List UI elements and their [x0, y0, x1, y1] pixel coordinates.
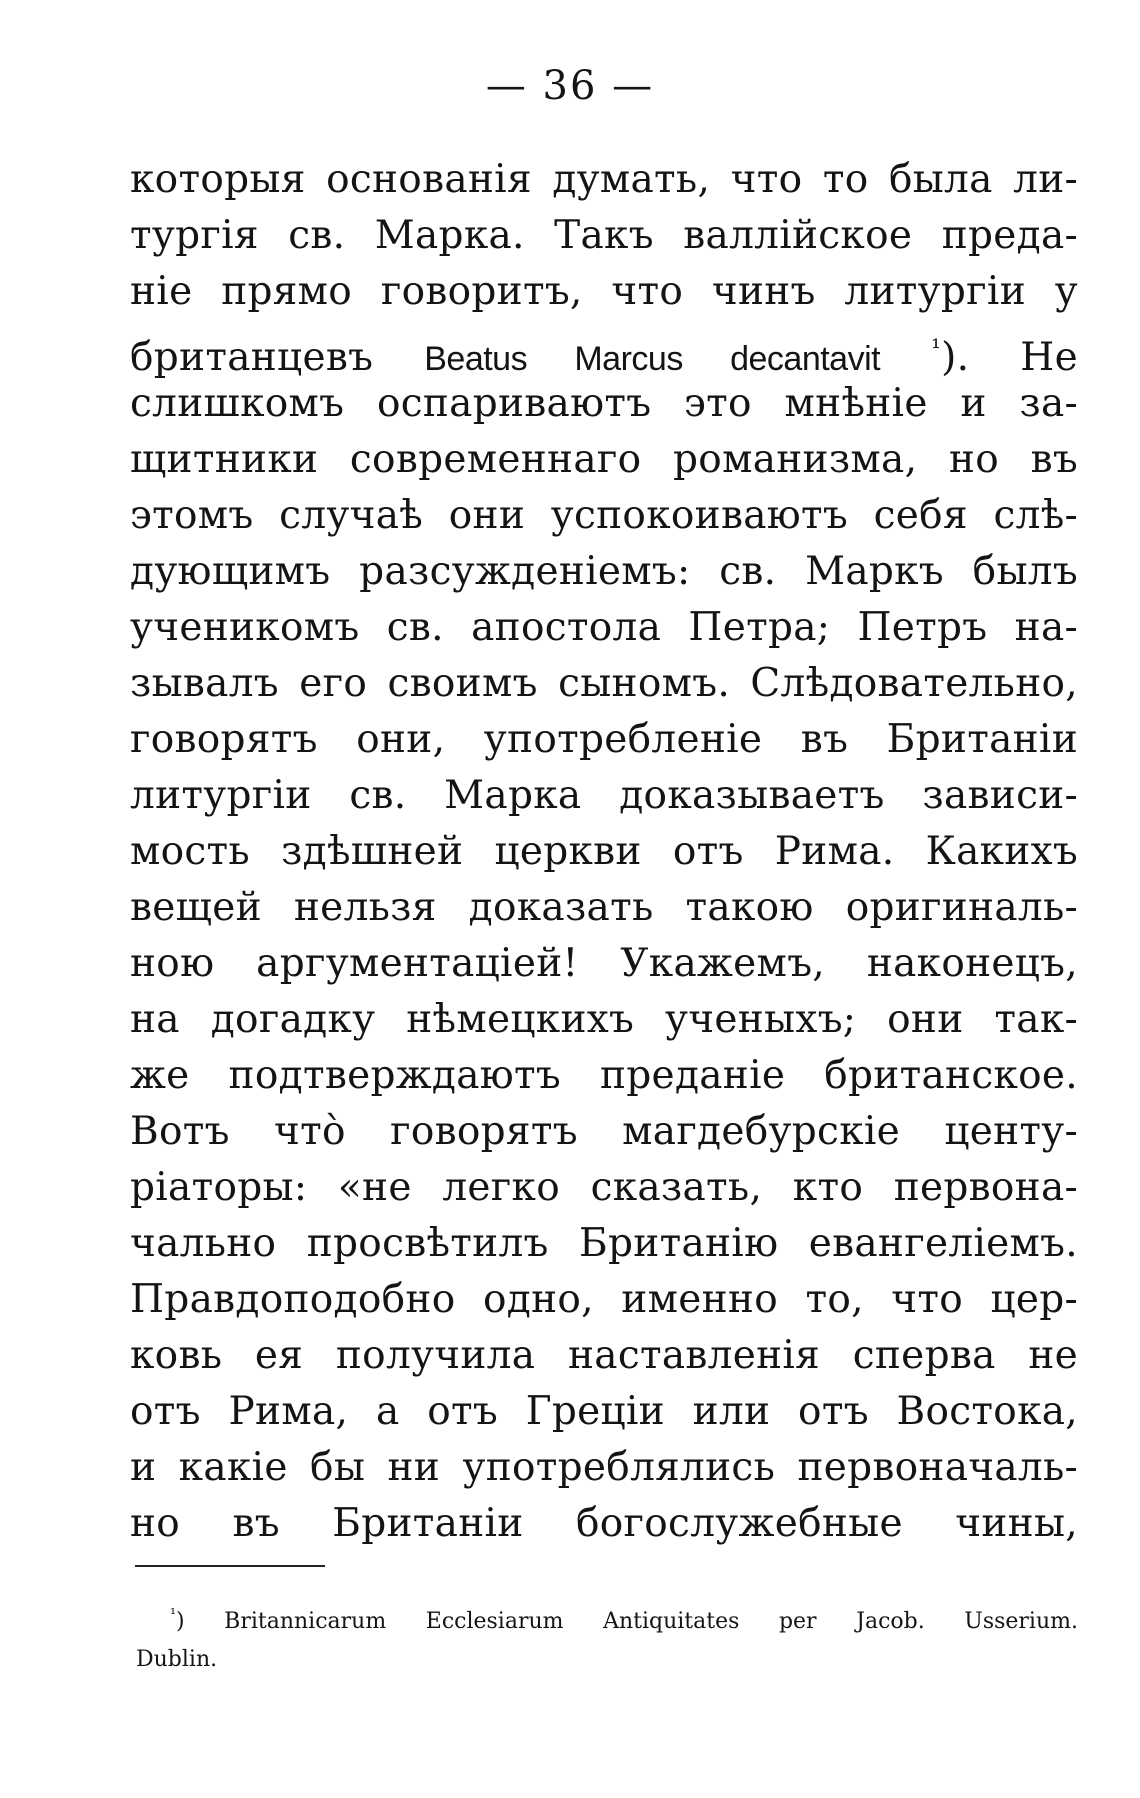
text-line: на догадку нѣмецкихъ ученыхъ; они так- — [130, 997, 1078, 1042]
footnote — [136, 1595, 1078, 1679]
footnote-divider — [135, 1565, 325, 1567]
line-segment: ). Не — [941, 335, 1078, 380]
text-line: литургіи св. Марка доказываетъ зависи- — [130, 773, 1078, 818]
text-line: и какіе бы ни употреблялись первоначаль- — [130, 1445, 1078, 1490]
text-line: мость здѣшней церкви отъ Рима. Какихъ — [130, 829, 1078, 874]
footnote-reference-mark: ¹ — [931, 334, 942, 362]
page-number: — 36 — — [485, 63, 655, 109]
text-line: Вотъ что̀ говорятъ магдебурскіе центу- — [130, 1109, 1078, 1154]
text-line: ковь ея получила наставленія сперва не — [130, 1333, 1078, 1378]
text-line: тургія св. Марка. Такъ валлійское преда- — [130, 213, 1078, 258]
footnote-mark: ¹ — [170, 1605, 177, 1623]
text-line: же подтверждаютъ преданіе британское. — [130, 1053, 1078, 1098]
text-line: Правдоподобно одно, именно то, что цер- — [130, 1277, 1078, 1322]
latin-phrase: Beatus Marcus decantavit — [424, 340, 881, 378]
text-line-last: но въ Британіи богослужебные чины, — [130, 1501, 1078, 1546]
body-text — [130, 152, 1078, 1552]
text-line: зывалъ его своимъ сыномъ. Слѣдовательно, — [130, 661, 1078, 706]
text-line: чально просвѣтилъ Британію евангеліемъ. — [130, 1221, 1078, 1266]
footnote-line — [136, 1595, 1078, 1641]
text-line: ніе прямо говоритъ, что чинъ литургіи у — [130, 269, 1078, 314]
text-line: дующимъ разсужденіемъ: св. Маркъ былъ — [130, 549, 1078, 594]
text-line: слишкомъ оспариваютъ это мнѣніе и за- — [130, 381, 1078, 426]
text-line: ученикомъ св. апостола Петра; Петръ на- — [130, 605, 1078, 650]
text-line: говорятъ они, употребленіе въ Британіи — [130, 717, 1078, 762]
text-line: которыя основанія думать, что то была ли- — [130, 157, 1078, 202]
footnote-line: Dublin. — [136, 1647, 218, 1672]
text-line: ріаторы: «не легко сказать, кто первона- — [130, 1165, 1078, 1210]
text-line-with-footnote-ref — [130, 320, 1078, 380]
text-line: отъ Рима, а отъ Греціи или отъ Востока, — [130, 1389, 1078, 1434]
footnote-text: ) Britannicarum Ecclesiarum Antiquitates per Jacob. Usserium. — [176, 1609, 1078, 1634]
text-line: ною аргументаціей! Укажемъ, наконецъ, — [130, 941, 1078, 986]
text-line: вещей нельзя доказать такою оригиналь- — [130, 885, 1078, 930]
text-line: щитники современнаго романизма, но въ — [130, 437, 1078, 482]
text-line: этомъ случаѣ они успокоиваютъ себя слѣ- — [130, 493, 1078, 538]
line-segment: британцевъ — [130, 335, 374, 380]
